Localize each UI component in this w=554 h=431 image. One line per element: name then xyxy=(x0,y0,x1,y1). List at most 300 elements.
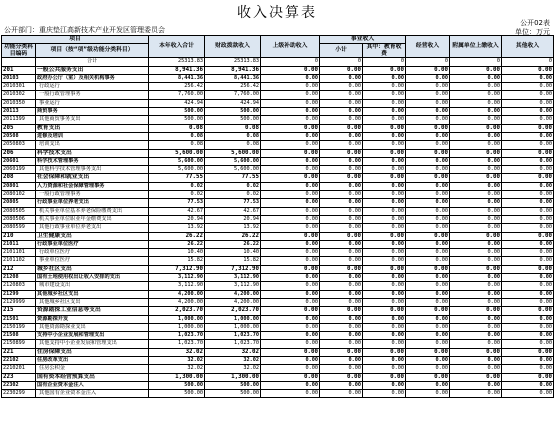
row-value: 10.40 xyxy=(149,249,205,257)
row-name: 其他科学技术管理事务支出 xyxy=(36,166,149,174)
table-row xyxy=(2,240,554,248)
row-code: 20805 xyxy=(2,199,36,207)
row-value: 0.00 xyxy=(502,332,554,340)
row-value: 0.00 xyxy=(450,166,502,174)
row-value: 0.00 xyxy=(502,249,554,257)
row-value: 0.00 xyxy=(406,290,450,298)
row-value: 0.00 xyxy=(502,290,554,298)
row-value: 0.00 xyxy=(261,108,320,116)
row-value: 0.00 xyxy=(363,108,406,116)
row-value: 0.00 xyxy=(502,166,554,174)
table-row xyxy=(2,307,554,315)
row-value: 0.00 xyxy=(320,182,363,190)
row-value: 0.00 xyxy=(502,157,554,165)
header-edu-fee: 其中：教育收费 xyxy=(363,44,406,58)
row-value: 0.00 xyxy=(502,182,554,190)
row-value: 0 xyxy=(320,58,363,66)
row-value: 0.00 xyxy=(502,207,554,215)
row-value: 0.00 xyxy=(406,232,450,240)
row-value: 0.00 xyxy=(502,356,554,364)
row-value: 0.00 xyxy=(261,124,320,132)
row-value: 0.00 xyxy=(406,298,450,306)
row-value: 0.00 xyxy=(406,132,450,140)
row-value: 0.08 xyxy=(149,141,205,149)
row-value: 0.00 xyxy=(406,191,450,199)
row-value: 0.00 xyxy=(363,390,406,398)
row-value: 0.00 xyxy=(363,207,406,215)
table-row xyxy=(2,356,554,364)
row-code: 2010350 xyxy=(2,99,36,107)
row-value: 0.00 xyxy=(406,315,450,323)
row-value: 0.00 xyxy=(363,373,406,381)
unit-label: 单位：万元 xyxy=(515,28,550,36)
row-value: 32.02 xyxy=(149,348,205,356)
row-code: 2101102 xyxy=(2,257,36,265)
row-value: 0 xyxy=(363,58,406,66)
table-header xyxy=(2,36,554,58)
row-name: 行政事业单位养老支出 xyxy=(36,199,149,207)
row-value: 0.00 xyxy=(261,199,320,207)
row-value: 0.00 xyxy=(406,307,450,315)
row-value: 0.00 xyxy=(406,99,450,107)
row-value: 0.00 xyxy=(363,166,406,174)
row-code: 206 xyxy=(2,149,36,157)
row-value: 0.02 xyxy=(205,191,261,199)
row-value: 7,760.00 xyxy=(149,91,205,99)
row-value: 0.00 xyxy=(502,240,554,248)
row-value: 0.00 xyxy=(406,149,450,157)
row-value: 0.00 xyxy=(261,373,320,381)
header-item: 项目 xyxy=(2,36,149,44)
row-code: 221 xyxy=(2,348,36,356)
table-row xyxy=(2,166,554,174)
table-row xyxy=(2,348,554,356)
row-value: 0.00 xyxy=(502,274,554,282)
header-affiliated: 附属单位上缴收入 xyxy=(450,36,502,58)
row-value: 0.00 xyxy=(320,232,363,240)
row-value: 0.00 xyxy=(320,124,363,132)
row-value: 8,941.36 xyxy=(149,66,205,74)
table-row xyxy=(2,340,554,348)
row-value: 1,300.00 xyxy=(205,373,261,381)
table-row xyxy=(2,141,554,149)
row-code: 2050803 xyxy=(2,141,36,149)
row-value: 0.00 xyxy=(450,132,502,140)
row-value: 7,760.00 xyxy=(205,91,261,99)
row-value: 26.22 xyxy=(205,232,261,240)
row-value: 0.00 xyxy=(261,381,320,389)
row-value: 0.00 xyxy=(502,191,554,199)
row-value: 77.53 xyxy=(149,199,205,207)
row-value: 0.00 xyxy=(406,240,450,248)
row-value: 42.67 xyxy=(149,207,205,215)
row-value: 500.00 xyxy=(149,381,205,389)
row-name: 一般行政管理事务 xyxy=(36,191,149,199)
row-value: 0.00 xyxy=(450,199,502,207)
row-code: 21501 xyxy=(2,315,36,323)
row-value: 1,023.70 xyxy=(149,340,205,348)
row-value: 8,441.36 xyxy=(149,74,205,82)
row-value: 0.00 xyxy=(363,141,406,149)
row-value: 0.00 xyxy=(406,373,450,381)
row-code: 215 xyxy=(2,307,36,315)
row-name: 行政事业单位医疗 xyxy=(36,240,149,248)
row-name: 资源勘探工业信息等支出 xyxy=(36,307,149,315)
row-value: 0.02 xyxy=(149,191,205,199)
row-value: 0.00 xyxy=(261,315,320,323)
row-name: 国有资本经营预算支出 xyxy=(36,373,149,381)
row-value: 0.00 xyxy=(363,116,406,124)
row-value: 0.00 xyxy=(363,224,406,232)
form-number: 公开02表 xyxy=(520,19,550,27)
row-name: 机关事业单位基本养老保险缴费支出 xyxy=(36,207,149,215)
row-value: 500.00 xyxy=(205,116,261,124)
row-code xyxy=(2,58,36,66)
row-value: 0.00 xyxy=(450,91,502,99)
row-value: 0.00 xyxy=(261,323,320,331)
table-row xyxy=(2,207,554,215)
row-value: 0.00 xyxy=(450,66,502,74)
row-value: 0.00 xyxy=(363,91,406,99)
department-label: 公开部门：重庆垫江高新技术产业开发区管理委员会 xyxy=(4,26,165,34)
row-value: 1,000.00 xyxy=(205,323,261,331)
row-value: 0.00 xyxy=(406,166,450,174)
row-value: 0.00 xyxy=(450,215,502,223)
row-value: 7,312.90 xyxy=(205,265,261,273)
row-value: 0.00 xyxy=(320,373,363,381)
row-name: 行政单位医疗 xyxy=(36,249,149,257)
row-value: 0.00 xyxy=(406,257,450,265)
row-value: 0.00 xyxy=(450,182,502,190)
row-value: 424.94 xyxy=(205,99,261,107)
row-value: 0.00 xyxy=(363,174,406,182)
row-value: 4,200.00 xyxy=(149,298,205,306)
row-name: 培训支出 xyxy=(36,141,149,149)
row-value: 424.94 xyxy=(149,99,205,107)
row-code: 21508 xyxy=(2,332,36,340)
row-value: 4,200.00 xyxy=(205,290,261,298)
row-value: 0.00 xyxy=(502,215,554,223)
row-name: 事业单位医疗 xyxy=(36,257,149,265)
row-value: 0.00 xyxy=(261,91,320,99)
row-value: 0.00 xyxy=(320,132,363,140)
row-value: 0.00 xyxy=(502,199,554,207)
row-code: 223 xyxy=(2,373,36,381)
row-code: 20113 xyxy=(2,108,36,116)
row-value: 2,023.70 xyxy=(149,307,205,315)
row-code: 2080102 xyxy=(2,191,36,199)
row-value: 0.00 xyxy=(450,356,502,364)
row-value: 0.00 xyxy=(261,166,320,174)
table-row xyxy=(2,315,554,323)
row-value: 0.00 xyxy=(261,265,320,273)
row-value: 0.00 xyxy=(363,199,406,207)
row-value: 0.00 xyxy=(363,381,406,389)
row-value: 0.00 xyxy=(502,99,554,107)
row-code: 20103 xyxy=(2,74,36,82)
row-code: 20601 xyxy=(2,157,36,165)
table-row xyxy=(2,132,554,140)
row-value: 0.00 xyxy=(261,257,320,265)
row-value: 8,441.36 xyxy=(205,74,261,82)
row-value: 0.00 xyxy=(320,207,363,215)
table-row xyxy=(2,215,554,223)
header-annual-total: 本年收入合计 xyxy=(149,36,205,58)
row-value: 4,200.00 xyxy=(149,290,205,298)
row-name: 城乡社区支出 xyxy=(36,265,149,273)
row-value: 0.00 xyxy=(450,141,502,149)
row-name: 其他城乡社区支出 xyxy=(36,298,149,306)
table-row xyxy=(2,83,554,91)
table-row xyxy=(2,74,554,82)
row-value: 0.00 xyxy=(320,157,363,165)
row-value: 500.00 xyxy=(149,108,205,116)
row-name: 住房公积金 xyxy=(36,365,149,373)
row-value: 10.40 xyxy=(205,249,261,257)
row-value: 0.00 xyxy=(363,315,406,323)
row-value: 0.00 xyxy=(320,340,363,348)
row-value: 0.00 xyxy=(450,74,502,82)
table-row xyxy=(2,157,554,165)
row-value: 20.94 xyxy=(205,215,261,223)
row-value: 0.00 xyxy=(261,240,320,248)
row-value: 0.00 xyxy=(406,340,450,348)
row-value: 0.00 xyxy=(502,174,554,182)
row-value: 0.00 xyxy=(406,124,450,132)
row-value: 0.00 xyxy=(261,182,320,190)
row-value: 0.00 xyxy=(406,157,450,165)
row-value: 1,023.70 xyxy=(205,340,261,348)
row-name: 支持中小企业发展和管理支出 xyxy=(36,332,149,340)
row-value: 0.00 xyxy=(320,274,363,282)
table-row xyxy=(2,116,554,124)
row-value: 0.00 xyxy=(261,365,320,373)
row-value: 0.00 xyxy=(261,274,320,282)
row-value: 0.00 xyxy=(450,174,502,182)
row-value: 0.00 xyxy=(320,74,363,82)
row-value: 0.00 xyxy=(502,132,554,140)
row-value: 32.02 xyxy=(149,356,205,364)
row-value: 0.00 xyxy=(502,348,554,356)
row-name: 其他商贸事务支出 xyxy=(36,116,149,124)
row-value: 0.00 xyxy=(502,91,554,99)
row-value: 0.00 xyxy=(363,232,406,240)
table-row xyxy=(2,182,554,190)
row-value: 0.00 xyxy=(320,332,363,340)
row-code: 2150899 xyxy=(2,340,36,348)
row-value: 0.00 xyxy=(261,66,320,74)
row-value: 0.00 xyxy=(363,149,406,157)
table-row xyxy=(2,58,554,66)
row-value: 0.00 xyxy=(320,215,363,223)
row-value: 0.00 xyxy=(320,99,363,107)
row-value: 0.00 xyxy=(320,191,363,199)
row-value: 0.00 xyxy=(450,340,502,348)
row-value: 0.00 xyxy=(363,265,406,273)
row-value: 0.00 xyxy=(363,323,406,331)
row-code: 21208 xyxy=(2,274,36,282)
row-name: 机关事业单位职业年金缴费支出 xyxy=(36,215,149,223)
row-value: 0.00 xyxy=(406,348,450,356)
row-value: 0.00 xyxy=(450,249,502,257)
table-row xyxy=(2,232,554,240)
row-value: 0.00 xyxy=(502,108,554,116)
row-value: 0.00 xyxy=(363,157,406,165)
row-value: 0.00 xyxy=(450,265,502,273)
row-value: 0.00 xyxy=(450,332,502,340)
header-business: 事业收入 xyxy=(320,36,406,44)
row-value: 0 xyxy=(261,58,320,66)
row-value: 500.00 xyxy=(205,390,261,398)
row-value: 0.00 xyxy=(502,381,554,389)
row-value: 0.00 xyxy=(502,66,554,74)
row-value: 0.00 xyxy=(502,141,554,149)
row-name: 其他资源勘探业支出 xyxy=(36,323,149,331)
row-value: 0.00 xyxy=(450,232,502,240)
table-row xyxy=(2,282,554,290)
row-name: 其他城乡社区支出 xyxy=(36,290,149,298)
table-row xyxy=(2,224,554,232)
table-body xyxy=(2,58,554,398)
row-value: 0.00 xyxy=(320,240,363,248)
row-code: 2101101 xyxy=(2,249,36,257)
row-value: 0.00 xyxy=(406,141,450,149)
row-name: 行政运行 xyxy=(36,83,149,91)
row-value: 256.42 xyxy=(205,83,261,91)
row-value: 0.00 xyxy=(406,356,450,364)
row-value: 0.00 xyxy=(261,332,320,340)
table-row xyxy=(2,390,554,398)
row-code: 201 xyxy=(2,66,36,74)
row-code: 22302 xyxy=(2,381,36,389)
row-value: 1,023.70 xyxy=(205,332,261,340)
row-value: 5,600.00 xyxy=(149,157,205,165)
row-value: 0.00 xyxy=(363,257,406,265)
row-value: 5,600.00 xyxy=(205,149,261,157)
row-value: 0.00 xyxy=(320,365,363,373)
row-value: 0.00 xyxy=(406,66,450,74)
row-name: 事业运行 xyxy=(36,99,149,107)
row-code: 2120803 xyxy=(2,282,36,290)
row-value: 1,000.00 xyxy=(149,315,205,323)
row-value: 3,112.90 xyxy=(205,274,261,282)
row-value: 0.00 xyxy=(502,265,554,273)
row-name: 政府办公厅（室）及相关机构事务 xyxy=(36,74,149,82)
row-value: 0 xyxy=(406,58,450,66)
row-code: 20508 xyxy=(2,132,36,140)
row-value: 32.02 xyxy=(205,365,261,373)
row-value: 0.00 xyxy=(502,340,554,348)
row-value: 0.00 xyxy=(502,116,554,124)
row-value: 0.00 xyxy=(406,323,450,331)
row-value: 0.00 xyxy=(320,282,363,290)
row-value: 5,600.00 xyxy=(205,166,261,174)
table-row xyxy=(2,149,554,157)
row-value: 0.00 xyxy=(261,390,320,398)
row-code: 2210201 xyxy=(2,365,36,373)
row-code: 2080599 xyxy=(2,224,36,232)
table-row xyxy=(2,298,554,306)
row-value: 0.00 xyxy=(363,66,406,74)
row-value: 256.42 xyxy=(149,83,205,91)
row-value: 0.00 xyxy=(320,66,363,74)
row-name: 人力资源和社会保障管理事务 xyxy=(36,182,149,190)
table-row xyxy=(2,108,554,116)
table-row xyxy=(2,99,554,107)
row-value: 0.00 xyxy=(363,290,406,298)
row-value: 0.00 xyxy=(450,282,502,290)
row-name: 其他行政事业单位养老支出 xyxy=(36,224,149,232)
row-value: 0.00 xyxy=(502,257,554,265)
row-value: 0.00 xyxy=(450,290,502,298)
row-value: 0 xyxy=(502,58,554,66)
row-value: 1,000.00 xyxy=(205,315,261,323)
row-value: 0.00 xyxy=(320,307,363,315)
row-value: 0.08 xyxy=(205,132,261,140)
row-value: 0.00 xyxy=(450,365,502,373)
header-item-name: 项目（按“项”级功能分类科目） xyxy=(36,44,149,58)
row-value: 0.00 xyxy=(261,149,320,157)
row-value: 0.00 xyxy=(363,348,406,356)
row-code: 21011 xyxy=(2,240,36,248)
row-value: 26.22 xyxy=(149,240,205,248)
row-value: 0.00 xyxy=(363,340,406,348)
row-value: 0.00 xyxy=(406,116,450,124)
row-value: 0.00 xyxy=(502,83,554,91)
row-value: 5,600.00 xyxy=(149,149,205,157)
row-value: 32.02 xyxy=(149,365,205,373)
row-value: 0.00 xyxy=(502,390,554,398)
row-value: 0.00 xyxy=(406,174,450,182)
row-value: 0.00 xyxy=(406,282,450,290)
row-value: 77.53 xyxy=(205,199,261,207)
row-name: 科学技术管理事务 xyxy=(36,157,149,165)
row-value: 0.00 xyxy=(363,99,406,107)
row-value: 0.00 xyxy=(363,365,406,373)
row-value: 32.02 xyxy=(205,348,261,356)
table-row xyxy=(2,274,554,282)
row-value: 0.00 xyxy=(261,307,320,315)
row-value: 0.00 xyxy=(320,315,363,323)
header-func-code: 功能分类科目编码 xyxy=(2,44,36,58)
row-value: 0.00 xyxy=(502,232,554,240)
row-code: 2129999 xyxy=(2,298,36,306)
row-value: 0.00 xyxy=(450,224,502,232)
row-value: 0.00 xyxy=(363,249,406,257)
row-value: 0.00 xyxy=(261,191,320,199)
row-value: 13.92 xyxy=(205,224,261,232)
row-value: 0.00 xyxy=(363,124,406,132)
row-value: 0.00 xyxy=(406,108,450,116)
row-value: 0.00 xyxy=(261,232,320,240)
row-value: 0.00 xyxy=(261,132,320,140)
row-value: 0.00 xyxy=(363,191,406,199)
row-value: 3,112.90 xyxy=(149,274,205,282)
row-value: 0.00 xyxy=(406,74,450,82)
row-code: 2150199 xyxy=(2,323,36,331)
row-value: 0.00 xyxy=(406,390,450,398)
row-value: 0.00 xyxy=(450,99,502,107)
row-value: 0.00 xyxy=(261,83,320,91)
row-value: 0.00 xyxy=(502,74,554,82)
row-value: 0.00 xyxy=(363,240,406,248)
row-value: 0.00 xyxy=(406,332,450,340)
row-code: 2010302 xyxy=(2,91,36,99)
row-value: 0.00 xyxy=(450,116,502,124)
revenue-table xyxy=(1,35,554,398)
row-value: 1,000.00 xyxy=(149,323,205,331)
row-value: 0.00 xyxy=(363,356,406,364)
